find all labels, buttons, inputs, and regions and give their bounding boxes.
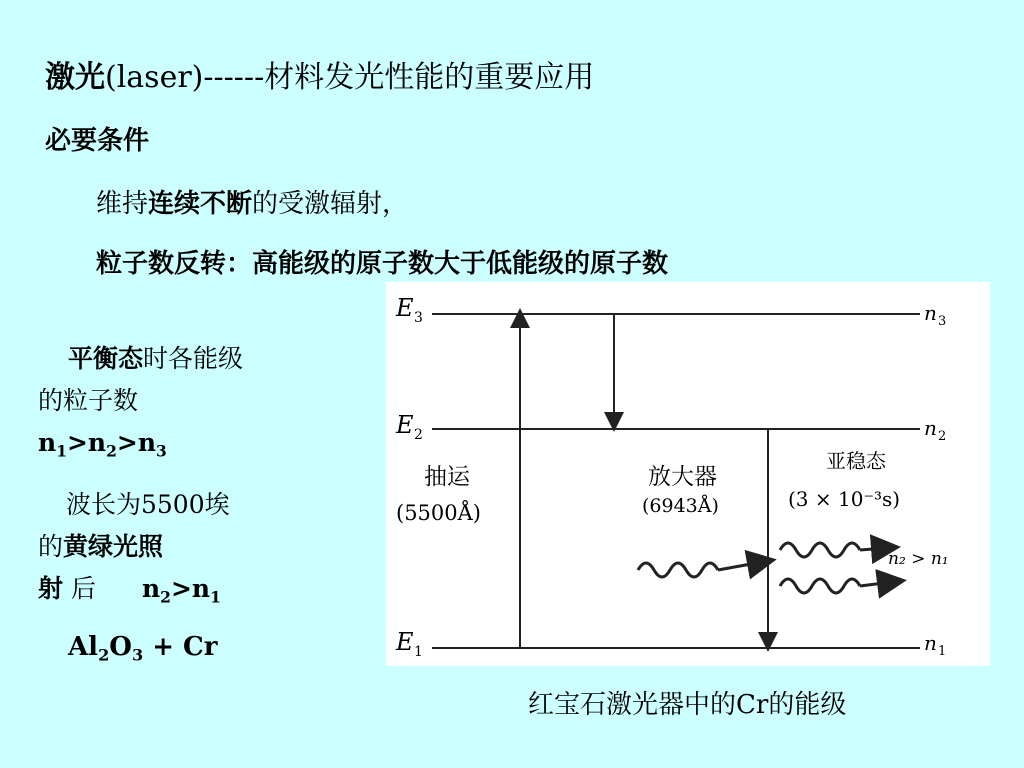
pump-label: 抽运 xyxy=(424,464,470,490)
material-formula: $Al_2O_3 + Cr$ xyxy=(68,632,218,665)
svg-text:n: n xyxy=(924,416,937,440)
label-e1 xyxy=(395,628,423,660)
svg-text:3: 3 xyxy=(414,310,423,326)
equilibrium-text xyxy=(38,338,253,464)
metastable-lifetime: (3 × 10⁻³s) xyxy=(788,487,901,511)
label-n1 xyxy=(924,631,946,659)
metastable-label: 亚稳态 xyxy=(826,449,886,473)
requirements-heading: 必要条件 xyxy=(45,126,150,156)
illumination-relation: $n_2>n_1$ xyxy=(141,574,221,607)
label-n2 xyxy=(924,416,946,444)
inversion-label: n₂ > n₁ xyxy=(888,549,949,569)
requirement-line-2: 粒子数反转：高能级的原子数大于低能级的原子数 xyxy=(96,249,669,279)
illumination-bold1: 黄绿光照 xyxy=(63,532,164,561)
illumination-bold2: 射 xyxy=(38,574,64,603)
photon-wave-lower xyxy=(780,579,892,593)
pump-wavelength: (5500Å) xyxy=(396,501,481,525)
title-bold: 激光 xyxy=(45,60,105,95)
illumination-text xyxy=(38,484,253,610)
label-e2 xyxy=(395,411,423,443)
svg-text:E: E xyxy=(396,411,414,439)
svg-text:E: E xyxy=(396,628,414,656)
svg-text:1: 1 xyxy=(938,644,947,659)
equilibrium-relation: $n_1>n_2>n_3$ xyxy=(38,428,167,461)
line1-pre: 维持 xyxy=(96,189,149,219)
svg-text:1: 1 xyxy=(414,644,423,660)
svg-text:n: n xyxy=(924,631,937,655)
photon-wave-upper xyxy=(780,543,886,557)
amplifier-label: 放大器 xyxy=(648,464,717,490)
equilibrium-rest: 时各能级的粒子数 xyxy=(38,344,244,415)
svg-text:E: E xyxy=(396,294,414,322)
svg-text:3: 3 xyxy=(938,314,947,329)
slide-title xyxy=(45,52,594,96)
line1-post: 的受激辐射， xyxy=(252,189,409,219)
label-e3 xyxy=(395,294,423,326)
photon-wave-amplifier xyxy=(638,562,762,577)
illumination-pre: 波长为5500埃的 xyxy=(38,490,230,561)
label-n3 xyxy=(924,301,946,329)
line1-bold: 连续不断 xyxy=(148,189,253,219)
amplifier-wavelength: (6943Å) xyxy=(642,495,719,517)
svg-text:2: 2 xyxy=(938,429,947,444)
svg-text:n: n xyxy=(924,301,937,325)
requirement-line-1 xyxy=(96,183,408,220)
diagram-caption: 红宝石激光器中的Cr的能级 xyxy=(528,690,847,720)
title-rest: (laser)------材料发光性能的重要应用 xyxy=(105,60,595,95)
svg-text:2: 2 xyxy=(414,427,423,443)
illumination-post: 后 xyxy=(63,574,96,603)
energy-level-diagram xyxy=(386,282,990,666)
equilibrium-bold: 平衡态 xyxy=(68,344,144,373)
